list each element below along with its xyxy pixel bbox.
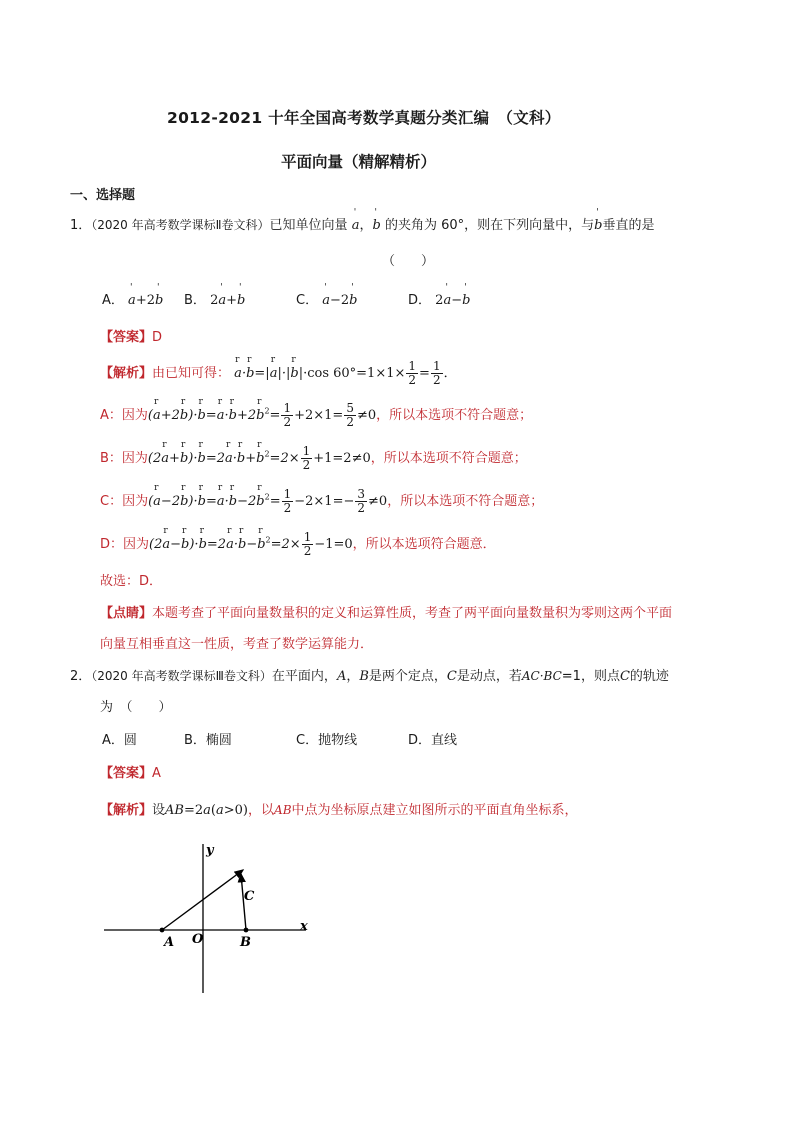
vec-b: ' b [372, 218, 380, 233]
q1-comment-label: 【点睛】 [100, 606, 153, 621]
q1-option-a-label: A． [102, 293, 124, 308]
q1-analysis-label: 【解析】 [100, 366, 153, 381]
q1-paren: （ ） [382, 254, 435, 269]
q1-answer [100, 326, 162, 345]
q1-line-c-post: ，所以本选项不符合题意； [387, 494, 544, 509]
q2-stem-text-d: =1，则点 [561, 669, 620, 684]
q2-analysis-label: 【解析】 [100, 803, 153, 818]
q2-source: （2020 年高考数学课标Ⅲ卷文科） [91, 669, 272, 683]
q2-stem: 2．（2020 年高考数学课标Ⅲ卷文科）在平面内，A，B是两个定点，C是动点，若AC·BC=1，则点C的轨迹 [70, 669, 669, 684]
q2-option-a: A．圆 [102, 733, 137, 748]
label-a: A [164, 935, 175, 950]
label-b: B [240, 935, 251, 950]
q2-answer [100, 762, 161, 781]
q1-line-b-pre: B：因为 [100, 451, 148, 466]
q1-comment-line2: 向量互相垂直这一性质，考查了数学运算能力． [100, 637, 374, 652]
q2-answer-value: A [152, 766, 161, 781]
vec-b-2: ' b [594, 218, 602, 233]
q2-stem-text-c: 是动点，若 [456, 669, 522, 684]
q1-option-c-label: C． [296, 293, 319, 308]
q2-number: 2． [70, 669, 92, 684]
q2-analysis-c: 中点为坐标原点建立如图所示的平面直角坐标系， [291, 803, 578, 818]
q1-comment [100, 602, 672, 621]
q1-option-b-label: B． [184, 293, 206, 308]
y-axis-label: y [206, 843, 214, 858]
q1-answer-label: 【答案】 [100, 330, 153, 345]
q1-analysis: 【解析】由已知可得： r a·r b=|r a|·|r b|·cos 60°=1×1× $\frac{1}{2}$ = $\frac{1}{2}$ ． [100, 360, 457, 387]
q1-source: （2020 年高考数学课标Ⅱ卷文科） [91, 218, 270, 232]
coordinate-figure [100, 838, 320, 998]
q2-stem-text-b: 是两个定点， [368, 669, 447, 684]
q1-stem-text-b: 的夹角为 60°，则在下列向量中，与 [384, 218, 595, 233]
q2-option-c: C．抛物线 [296, 733, 358, 748]
q1-analysis-intro: 由已知可得： [152, 366, 231, 381]
q1-line-c: C：因为(r a−2r b)·r b=r a·r b−2r $b^2=$ $\frac{1}{2}$ −2×1=− $\frac{3}{2}$ ≠0，所以本选项不符合题意； [100, 488, 543, 515]
q1-line-a: A：因为(r a+2r b)·r b=r a·r b+2r $b^2=$ $\frac{1}{2}$ +2×1= $\frac{5}{2}$ ≠0，所以本选项不符合题意； [100, 402, 532, 429]
point-a [160, 928, 165, 933]
page-title: 2012-2021 十年全国高考数学真题分类汇编 （文科） [167, 109, 561, 127]
q1-line-a-pre: A：因为 [100, 408, 148, 423]
vec-a: ' a [352, 218, 360, 233]
q1-line-b-post: ，所以本选项不符合题意； [370, 451, 527, 466]
page-subtitle: 平面向量（精解精析） [281, 153, 437, 171]
q1-line-d: D：因为(2r a−r b)·r b=2r a·r b−r $b^2=2\times$ $\frac{1}{2}$ −1=0，所以本选项符合题意． [100, 531, 496, 558]
q1-conclusion: 故选：D． [100, 574, 163, 589]
q1-line-d-pre: D：因为 [100, 537, 150, 552]
point-b [244, 928, 249, 933]
q1-option-a: A． ' a+2' b [102, 289, 163, 308]
q2-stem-text-a: 在平面内， [271, 669, 337, 684]
q1-line-c-pre: C：因为 [100, 494, 149, 509]
q2-analysis-a: 设 [152, 803, 166, 818]
x-axis-label: x [300, 919, 308, 934]
q1-comment-line1: 本题考查了平面向量数量积的定义和运算性质，考查了两平面向量数量积为零则这两个平面 [152, 606, 673, 621]
q2-analysis: 【解析】设AB=2a(a>0)，以AB中点为坐标原点建立如图所示的平面直角坐标系， [100, 803, 578, 818]
section-heading: 一、选择题 [70, 188, 136, 203]
q1-answer-value: D [152, 330, 163, 345]
label-o: O [192, 932, 204, 947]
q1-line-d-post: ，所以本选项符合题意． [352, 537, 496, 552]
q1-line-a-post: ，所以本选项不符合题意； [376, 408, 533, 423]
q1-line-b: B：因为(2r a+r b)·r b=2r a·r b+r $b^2=2\times$ $\frac{1}{2}$ +1=2≠0，所以本选项不符合题意； [100, 445, 527, 472]
q2-stem-line2: 为 （ ） [100, 700, 172, 715]
q1-stem-text-c: 垂直的是 [602, 218, 655, 233]
q1-stem: 1．（2020 年高考数学课标Ⅱ卷文科）已知单位向量 ' a，' b 的夹角为 60°，则在下列向量中，与' b垂直的是 [70, 214, 654, 233]
q1-option-d: D． 2' a−' b [408, 289, 470, 308]
q1-option-d-label: D． [408, 293, 432, 308]
q2-stem-text-e: 的轨迹 [629, 669, 669, 684]
q2-analysis-b: ，以 [248, 803, 275, 818]
q1-option-b: B． 2' a+' b [184, 289, 245, 308]
q2-option-d: D．直线 [408, 733, 458, 748]
q2-option-b: B．椭圆 [184, 733, 232, 748]
label-c: C [244, 889, 255, 904]
q1-number: 1． [70, 218, 92, 233]
q2-answer-label: 【答案】 [100, 766, 153, 781]
q1-stem-text-a: 已知单位向量 [269, 218, 348, 233]
q1-option-c: C． ' a−2' b [296, 289, 357, 308]
